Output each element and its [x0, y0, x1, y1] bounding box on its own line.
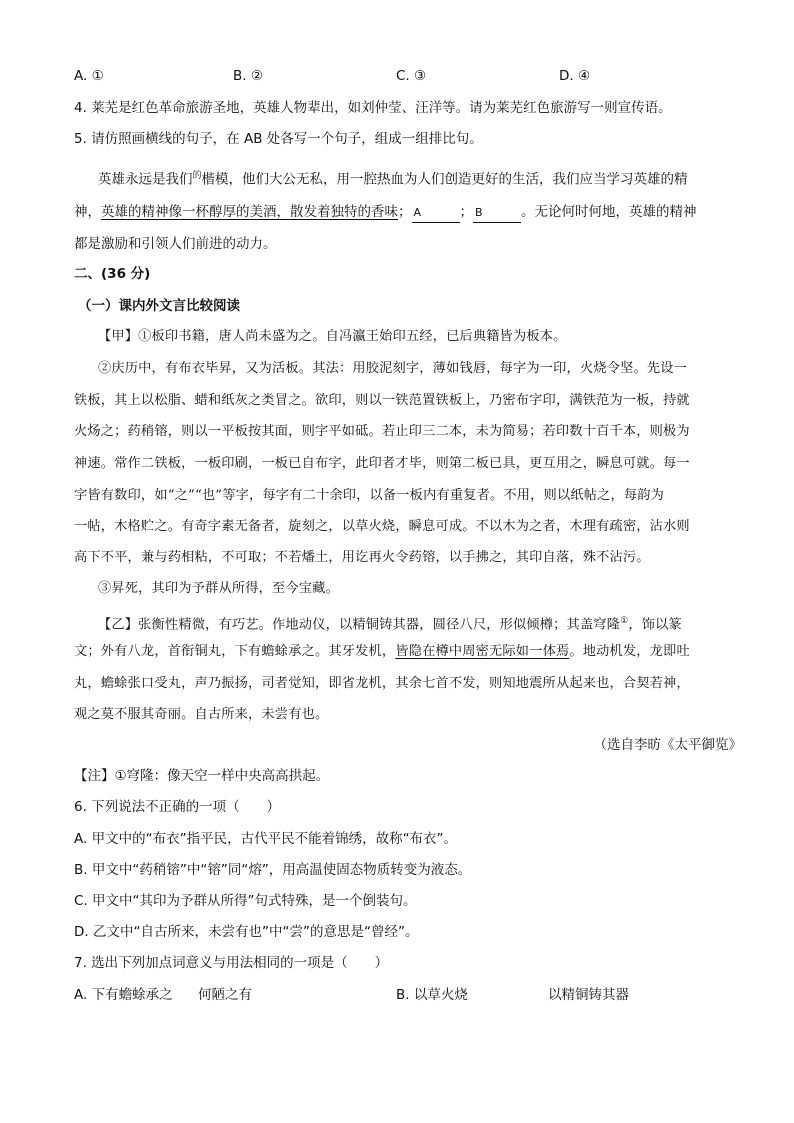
q3-option-c: C. ③: [396, 68, 427, 84]
jia-paragraph-1: 【甲】①板印书籍，唐人尚未盛为之。自冯瀛王始印五经，已后典籍皆为板本。: [98, 329, 567, 344]
jia-paragraph-3: ③昇死，其印为予群从所得，至今宝藏。: [98, 581, 339, 596]
q5-blank-b[interactable]: B: [473, 206, 521, 223]
yi-text: 【乙】张衡性精微，有巧艺。作地动仪，以精铜铸其器，圆径八尺，形似倾樽；其盖穹隆: [98, 617, 621, 633]
q6-option-b[interactable]: B. 甲文中“药稍镕”中“镕”同“熔”，用高温使固态物质转变为液态。: [74, 862, 472, 878]
q5-passage-line-1: [98, 166, 688, 190]
q5-passage-text: 神，: [74, 204, 101, 220]
q3-option-d: D. ④: [559, 68, 591, 84]
yi-text: ，饰以篆: [628, 617, 682, 633]
section-2-title: 二、(36 分): [74, 266, 151, 282]
question-6-stem: 6. 下列说法不正确的一项（ ）: [74, 799, 281, 815]
jia-paragraph-2-line: 字皆有数印，如“之”“也”等字，每字有二十余印，以备一板内有重复者。不用，则以纸帖之，每韵为: [74, 488, 665, 503]
yi-text: 文；外有八龙，首衔铜丸，下有蟾蜍承之。其牙发机，: [74, 644, 396, 659]
yi-underlined-sentence: 皆隐在樽中周密无际如一体焉: [395, 644, 570, 659]
q7-option-a-pair: 何陋之有: [198, 987, 252, 1003]
q6-option-d[interactable]: D. 乙文中“自古所来，未尝有也”中“尝”的意思是“曾经”。: [74, 924, 419, 940]
question-4: 4. 莱芜是红色革命旅游圣地，英雄人物辈出，如刘仲莹、汪洋等。请为莱芜红色旅游写一则宣传语。: [74, 100, 672, 116]
yi-line-2: [74, 642, 690, 662]
q7-option-b-pair: 以精铜铸其器: [548, 987, 629, 1003]
jia-paragraph-2-line: 一帖，木格贮之。有奇字素无备者，旋刻之，以草火烧，瞬息可成。不以木为之者，木理有疏密，沾水则: [74, 519, 690, 534]
q5-passage-text: 楷模，他们大公无私，用一腔热血为人们创造更好的生活，我们应当学习英雄的精: [201, 171, 688, 188]
source-citation: （选自李昉《太平御览》: [593, 737, 742, 753]
q5-superscript: 的: [192, 171, 202, 181]
q5-passage-text: ；: [459, 204, 473, 220]
q5-passage-line-2: [74, 202, 697, 223]
q3-option-b: B. ②: [233, 68, 263, 84]
jia-paragraph-2-line: 铁板，其上以松脂、蜡和纸灰之类冒之。欲印，则以一铁范置铁板上，乃密布字印，满铁范为一板，持就: [74, 393, 690, 408]
q5-passage-line-3: 都是激励和引领人们前进的动力。: [74, 236, 277, 252]
q5-passage-text: ；: [398, 204, 412, 220]
q5-underlined-sentence: 英雄的精神像一杯醇厚的美酒，散发着独特的香味: [101, 204, 398, 220]
yi-note-marker: ①: [620, 616, 629, 626]
jia-paragraph-2-line: ②庆历中，有布衣毕昇，又为活板。其法：用胶泥刻字，薄如钱唇，每字为一印，火烧令坚。先设一: [98, 361, 688, 376]
q5-blank-a[interactable]: A: [412, 206, 460, 223]
jia-paragraph-2-line: 火炀之；药稍镕，则以一平板按其面，则字平如砥。若止印三二本，未为简易；若印数十百千本，则极为: [74, 424, 690, 439]
subsection-1-title: （一）课内外文言比较阅读: [78, 298, 240, 314]
q5-passage-text: 。无论何时何地，英雄的精神: [521, 204, 697, 220]
q7-option-a[interactable]: A. 下有蟾蜍承之: [74, 987, 173, 1003]
q7-option-b[interactable]: B. 以草火烧: [396, 987, 468, 1003]
q6-option-c[interactable]: C. 甲文中“其印为予群从所得”句式特殊，是一个倒装句。: [74, 893, 417, 909]
question-7-stem: 7. 选出下列加点词意义与用法相同的一项是（ ）: [74, 955, 389, 971]
q3-option-a: A. ①: [74, 68, 104, 84]
jia-paragraph-2-line: 神速。常作二铁板，一板印刷，一板已自布字，此印者才毕，则第二板已具，更互用之，瞬息可就。每一: [74, 456, 690, 471]
jia-paragraph-2-line: 高下不平，兼与药相粘，不可取；不若燔土，用讫再火令药镕，以手拂之，其印自落，殊不沾污。: [74, 550, 650, 565]
q5-passage-text: 英雄永远是我们: [98, 171, 193, 188]
yi-text: 。地动机发，龙即吐: [569, 644, 690, 659]
question-5: 5. 请仿照画横线的句子，在 AB 处各写一个句子，组成一组排比句。: [74, 131, 483, 147]
yi-line-4: 观之莫不服其奇丽。自古所来，未尝有也。: [74, 707, 329, 722]
yi-line-3: 丸，蟾蜍张口受丸，声乃振扬，司者觉知，即省龙机，其余七首不发，则知地震所从起来也，合契若神，: [74, 676, 690, 691]
q6-option-a[interactable]: A. 甲文中的“布衣”指平民，古代平民不能着锦绣，故称“布衣”。: [74, 831, 458, 847]
annotation-note: 【注】①穹隆：像天空一样中央高高拱起。: [74, 768, 330, 784]
yi-line-1: [98, 611, 682, 635]
